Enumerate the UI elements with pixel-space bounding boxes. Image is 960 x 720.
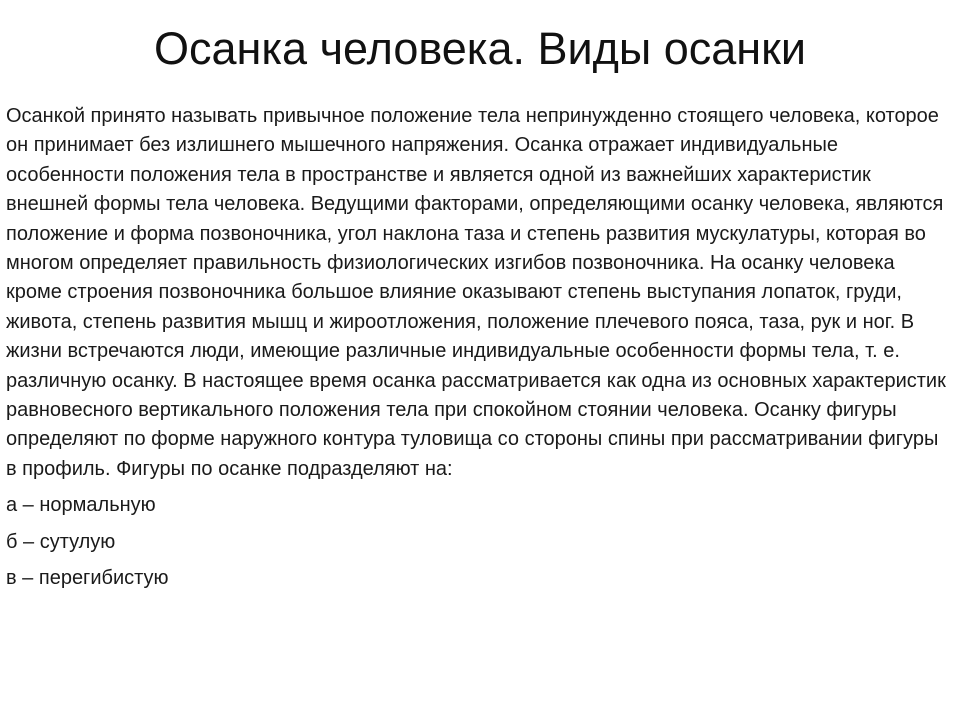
slide-body (6, 102, 954, 594)
posture-types-list (6, 484, 954, 593)
list-item: б – сутулую (6, 530, 116, 553)
slide-title: Осанка человека. Виды осанки (154, 23, 806, 74)
list-item: а – нормальную (6, 494, 156, 517)
body-paragraph: Осанкой принято называть привычное положение тела непринужденно стоящего человека, которое он принимает без излишнего мышечного напряжения. Осанка отражает индивидуальные особенности положения тела в пространстве и является одной из важнейших характеристик внешней формы тела человека. Ведущими факторами, определяющими осанку человека, являются положение и форма позвоночника, угол наклона таза и степень развития мускулатуры, которая во многом определяет правильность физиологических изгибов позвоночника. На осанку человека кроме строения позвоночника большое влияние оказывают степень выступания лопаток, груди, живота, степень развития мышц и жироотложения, положение плечевого пояса, таза, рук и ног. В жизни встречаются люди, имеющие различные индивидуальные особенности формы тела, т. е. различную осанку. В настоящее время осанка рассматривается как одна из основных характеристик равновесного вертикального положения тела при спокойном стоянии человека. Осанку фигуры определяют по форме наружного контура туловища со стороны спины при рассматривании фигуры в профиль. Фигуры по осанке подразделяют на: (6, 105, 946, 480)
list-item: в – перегибистую (6, 567, 169, 590)
